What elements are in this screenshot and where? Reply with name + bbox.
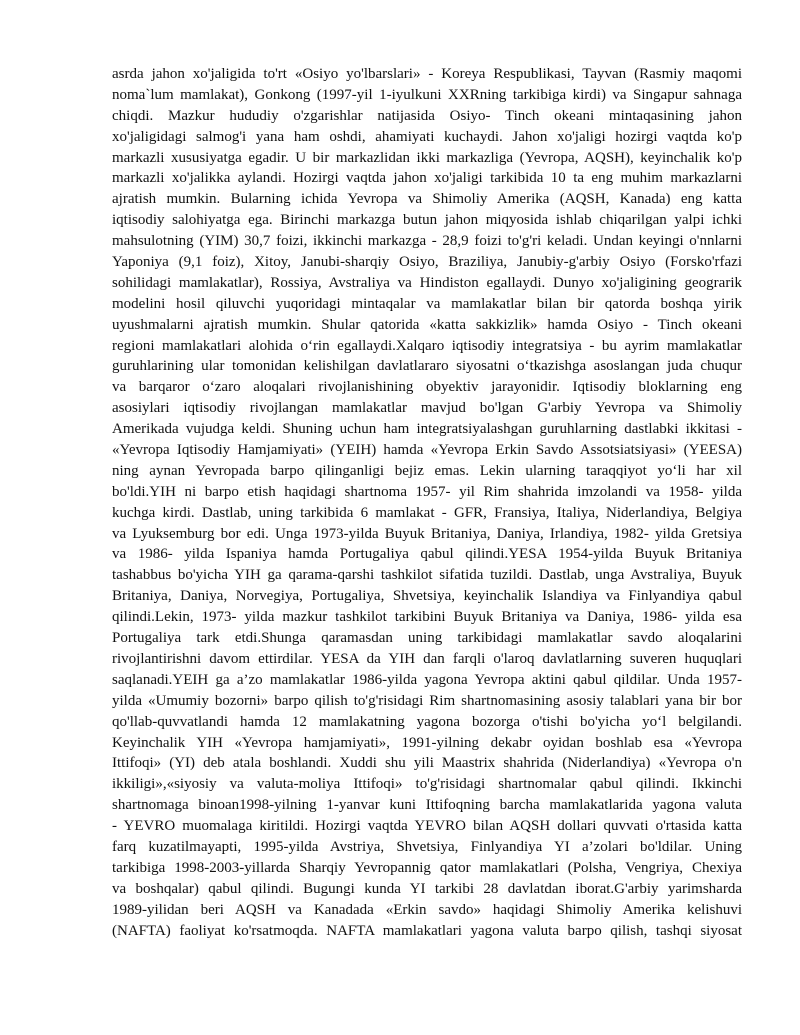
text-line: bo'ldi.YIH ni barpo etish haqidagi shartnoma 1957- yil Rim shahrida imzolandi va 1958- yilda — [112, 483, 742, 500]
text-line: Amerikada vujudga keldi. Shuning uchun ham integratsiyalashgan guruhlarning dastlabki ikkitasi - — [112, 421, 742, 438]
text-line: ajratish mumkin. Bularning ichida Yevropa va Shimoliy Amerika (AQSH, Kanada) eng katta — [112, 191, 742, 208]
text-line: asrda jahon xo'jaligida to'rt «Osiyo yo'lbarslari» - Koreya Respublikasi, Tayvan (Rasmiy maqomi — [112, 66, 742, 82]
text-line: noma`lum mamlakat), Gonkong (1997-yil 1-iyulkuni XXRning tarkibiga kirdi) va Singapur sahnaga — [112, 86, 742, 103]
text-line: ning aynan Yevropada barpo qilinganligi bejiz emas. Lekin ularning taraqqiyot yo‘li har xil — [112, 462, 742, 479]
text-line: Britaniya, Daniya, Norvegiya, Portugaliya, Shvetsiya, keyinchalik Islandiya va Finlyandiya qabul — [112, 588, 742, 605]
text-line: Keyinchalik YIH «Yevropa hamjamiyati», 1991-yilning dekabr oyidan boshlab esa «Yevropa — [112, 734, 742, 751]
text-line: (NAFTA) faoliyat ko'rsatmoqda. NAFTA mamlakatlari yagona valuta barpo qilish, tashqi siyosat — [112, 922, 742, 939]
text-line: guruhlarining ular tomonidan kelishilgan davlatlararo siyosatni o‘tkazishga asoslangan juda chuqur — [112, 358, 742, 375]
text-line: kuchga kirdi. Dastlab, uning tarkibida 6 mamlakat - GFR, Fransiya, Italiya, Niderlandiya, Belgiya — [112, 504, 742, 521]
text-line: regioni mamlakatlari alohida o‘rin egallaydi.Xalqaro iqtisodiy integratsiya - bu ayrim mamlakatlar — [112, 337, 742, 354]
text-line: qo'llab-quvvatlandi hamda 12 mamlakatning yagona bozorga o'tishi bo'yicha yo‘l belgilandi. — [112, 713, 742, 730]
text-line: qilindi.Lekin, 1973- yilda mazkur tashkilot tarkibini Buyuk Britaniya va Daniya, 1986- yilda esa — [112, 609, 742, 626]
text-line: saqlanadi.YEIH ga a’zo mamlakatlar 1986-yilda yagona Yevropa aktini qabul qildilar. Unda 1957- — [112, 671, 742, 688]
text-line: uyushmalarni ajratish mumkin. Shular qatorida «katta sakkizlik» hamda Osiyo - Tinch okeani — [112, 316, 742, 333]
text-line: va boshqalar) qabul qilindi. Bugungi kunda YI tarkibi 28 davlatdan iborat.G'arbiy yarimsharda — [112, 880, 742, 897]
text-line: mahsulotning (YIM) 30,7 foizi, ikkinchi markazga - 28,9 foizi to'g'ri keladi. Undan keyingi o'nnlarni — [112, 233, 742, 250]
text-line: markazli xususiyatga egadir. U bir markazlidan ikki markazliga (Yevropa, AQSH), keyinchalik ko'p — [112, 149, 742, 166]
body-text — [112, 64, 742, 941]
text-line: va Lyuksemburg bor edi. Unga 1973-yilda Buyuk Britaniya, Daniya, Irlandiya, 1982- yilda Gretsiya — [112, 525, 742, 542]
text-line: asosiylari iqtisodiy rivojlangan mamlakatlar mavjud bo'lgan G'arbiy Yevropa va Shimoliy — [112, 400, 742, 417]
text-line: «Yevropa Iqtisodiy Hamjamiyati» (YEIH) hamda «Yevropa Erkin Savdo Assotsiatsiyasi» (YEESA) — [112, 442, 742, 459]
text-line: tarkibiga 1998-2003-yillarda Sharqiy Yevropannig qator mamlakatlari (Polsha, Vengriya, Chexiya — [112, 859, 742, 876]
text-line: va barqaror o‘zaro aloqalari rivojlanishining obyektiv jarayonidir. Iqtisodiy bloklarning eng — [112, 379, 742, 396]
text-line: Ittifoqi» (YI) deb atala boshlandi. Xuddi shu yili Maastrix shahrida (Niderlandiya) «Yevropa o'n — [112, 755, 742, 772]
text-line: Yaponiya (9,1 foiz), Xitoy, Janubi-sharqiy Osiyo, Braziliya, Janubiy-g'arbiy Osiyo (Forsko'rfazi — [112, 254, 742, 271]
text-line: 1989-yilidan beri AQSH va Kanadada «Erkin savdo» haqidagi Shimoliy Amerika kelishuvi — [112, 901, 742, 918]
text-line: - YEVRO muomalaga kiritildi. Hozirgi vaqtda YEVRO bilan AQSH dollari quvvati o'rtasida katta — [112, 818, 742, 835]
text-line: xo'jaligidagi salmog'i yana ham oshdi, ahamiyati kuchaydi. Jahon xo'jaligi hozirgi vaqtda ko'p — [112, 128, 742, 145]
text-line: shartnomaga binoan1998-yilning 1-yanvar kuni Ittifoqning barcha mamlakatlarida yagona valuta — [112, 797, 742, 814]
text-line: sohilidagi mamlakatlar), Rossiya, Avstraliya va Hindiston egallaydi. Dunyo xo'jaligining geograrik — [112, 274, 742, 291]
text-line: markazli xo'jalikka aylandi. Hozirgi vaqtda jahon xo'jaligi tarkibida 10 ta eng muhim markazlarni — [112, 170, 742, 187]
text-line: farq kuzatilmayapti, 1995-yilda Avstriya, Shvetsiya, Finlyandiya YI a’zolari bo'ldilar. Uning — [112, 838, 742, 855]
text-line: rivojlantirishni davom ettirdilar. YESA da YIH dan farqli o'laroq davlatlarning suveren huquqlari — [112, 650, 742, 667]
text-line: va 1986- yilda Ispaniya hamda Portugaliya qabul qilindi.YESA 1954-yilda Buyuk Britaniya — [112, 546, 742, 563]
text-line: ikkiligi»,«siyosiy va valuta-moliya Ittifoqi» to'g'risidagi shartnomalar qabul qilindi. Ikkinchi — [112, 776, 742, 793]
text-line: yilda «Umumiy bozorni» barpo qilish to'g'risidagi Rim shartnomasining asosiy talablari yana bir bor — [112, 692, 742, 709]
text-line: Portugaliya tark etdi.Shunga qaramasdan uning tarkibidagi mamlakatlar savdo aloqalarini — [112, 630, 742, 647]
text-line: iqtisodiy salohiyatga ega. Birinchi markazga butun jahon miqyosida ishlab chiqarilgan yalpi ichki — [112, 212, 742, 229]
text-line: chiqdi. Mazkur hududiy o'zgarishlar natijasida Osiyo- Tinch okeani mintaqasining jahon — [112, 107, 742, 124]
text-line: modelini hosil qiluvchi yuqoridagi mintaqalar va mamlakatlar bilan bir qatorda boshqa yirik — [112, 295, 742, 312]
text-line: tashabbus bo'yicha YIH ga qarama-qarshi tashkilot sifatida tuzildi. Dastlab, unga Avstraliya, Buyuk — [112, 567, 742, 584]
